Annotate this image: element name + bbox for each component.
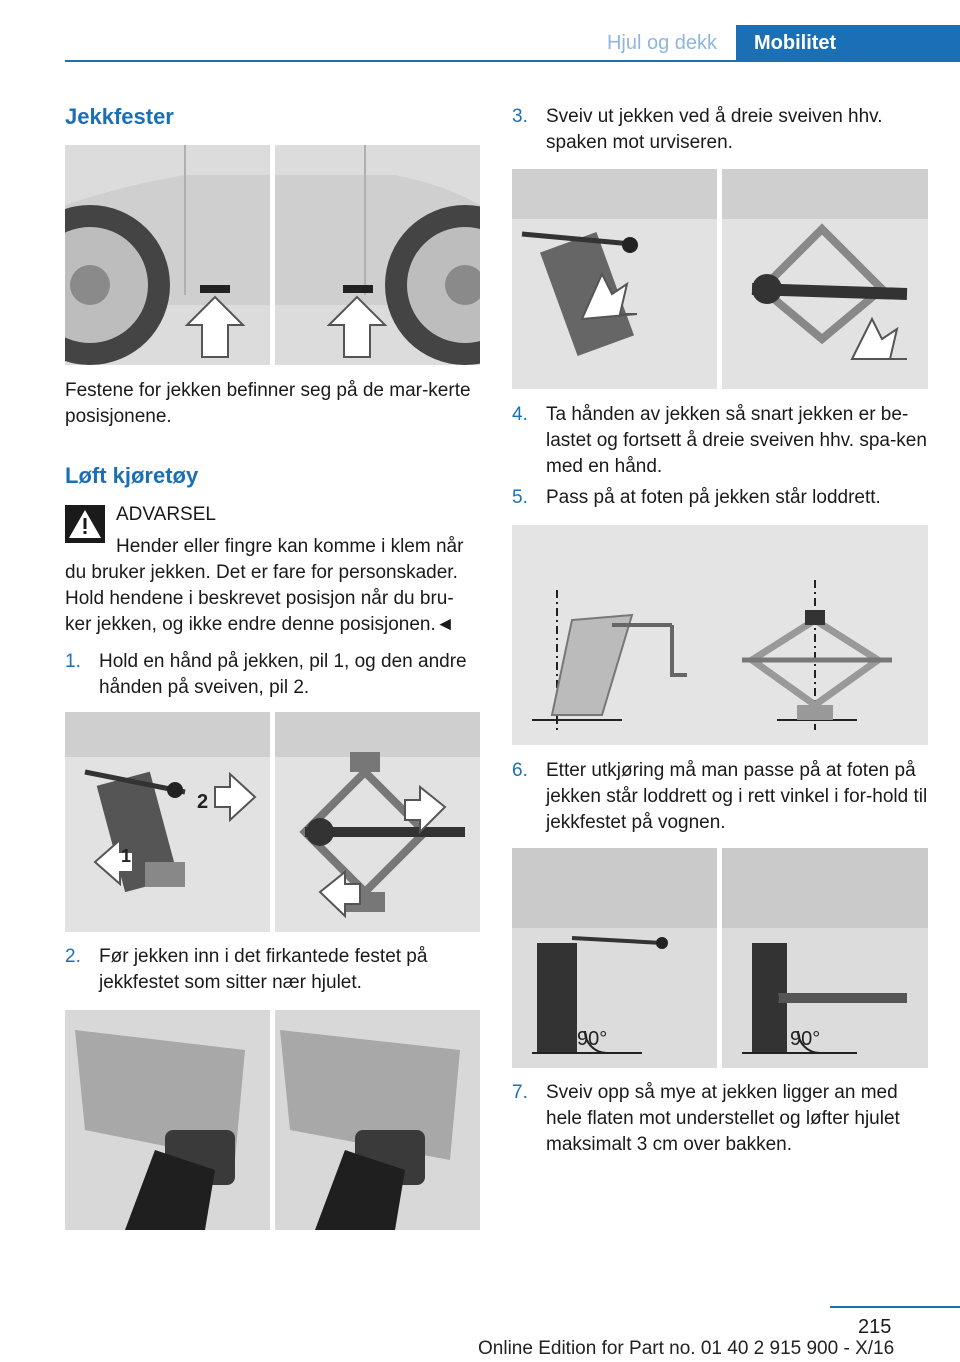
figure-hold-jack [65, 712, 480, 932]
step-5 [512, 485, 928, 511]
angle-label-right: 90° [790, 1028, 821, 1050]
heading-jekkfester: Jekkfester [65, 104, 174, 129]
step-number: 1. [65, 651, 81, 672]
edition-text: Online Edition for Part no. 01 40 2 915 900 - X/16 [478, 1338, 895, 1359]
step-4 [512, 402, 928, 480]
step-2 [65, 944, 480, 996]
step-text: Pass på at foten på jekken står loddrett. [546, 487, 881, 508]
step-3 [512, 104, 928, 156]
step-7 [512, 1080, 928, 1158]
fig-label-1: 1 [121, 846, 132, 866]
step-number: 5. [512, 487, 528, 508]
warning-title: ADVARSEL [116, 504, 216, 525]
figure-crank-jack [512, 169, 928, 389]
figure-jack-points [65, 145, 480, 365]
step-1 [65, 649, 480, 701]
step-text: Sveiv opp så mye at jekken ligger an med hele flaten mot understellet og løfter hjulet maksimalt 3 cm over bakken. [546, 1082, 900, 1155]
step-number: 3. [512, 106, 528, 127]
step-number: 2. [65, 946, 81, 967]
warning-body: Hender eller fingre kan komme i klem når du bruker jekken. Det er fare for personskader. Hold hendene i beskrevet posisjon når du bru-ker jekken, og ikke endre denne posisjonen.◄ [65, 536, 464, 635]
step-text: Sveiv ut jekken ved å dreie sveiven hhv. spaken mot urviseren. [546, 106, 883, 153]
jekkfester-description: Festene for jekken befinner seg på de mar-kerte posisjonene. [65, 380, 471, 427]
step-number: 6. [512, 760, 528, 781]
heading-lift-vehicle: Løft kjøretøy [65, 463, 199, 488]
footer-rule [830, 1306, 960, 1308]
page-number: 215 [858, 1316, 892, 1338]
figure-jack-angle [512, 848, 928, 1068]
step-number: 4. [512, 404, 528, 425]
step-text: Før jekken inn i det firkantede festet på jekkfestet som sitter nær hjulet. [99, 946, 428, 993]
chapter-tab[interactable]: Hjul og dekk [606, 32, 718, 54]
step-text: Hold en hånd på jekken, pil 1, og den andre hånden på sveiven, pil 2. [99, 651, 467, 698]
fig-label-2: 2 [197, 791, 209, 813]
step-6 [512, 758, 928, 836]
header-rule [65, 60, 960, 62]
angle-label-left: 90° [577, 1028, 608, 1050]
figure-insert-jack [65, 1010, 480, 1230]
step-number: 7. [512, 1082, 528, 1103]
step-text: Etter utkjøring må man passe på at foten på jekken står loddrett og i rett vinkel i for-hold til jekkfestet på vognen. [546, 760, 928, 833]
section-tab[interactable]: Mobilitet [736, 25, 960, 61]
figure-jack-vertical [512, 525, 928, 745]
step-text: Ta hånden av jekken så snart jekken er be-lastet og fortsett å dreie sveiven hhv. spa-ken med en hånd. [546, 404, 927, 477]
